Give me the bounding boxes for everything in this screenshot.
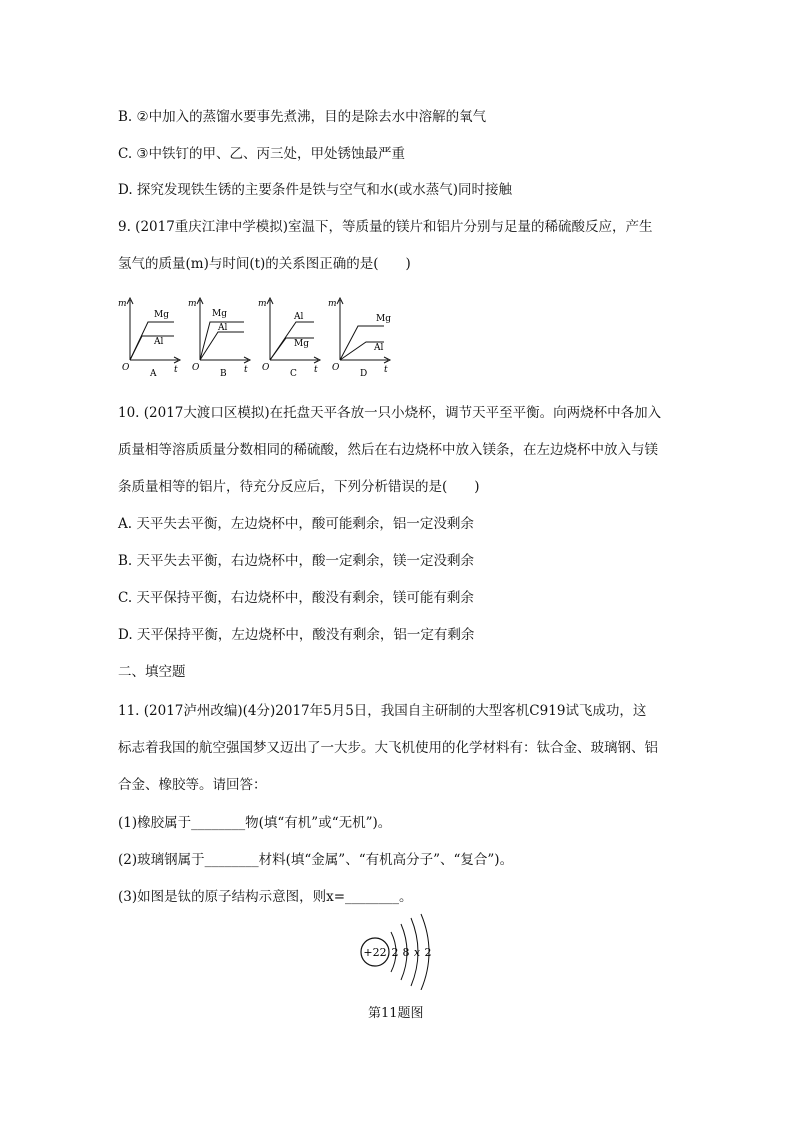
graph-letter: A <box>150 369 157 379</box>
text-line: B. ②中加入的蒸馏水要事先煮沸，目的是除去水中溶解的氧气 <box>118 109 487 125</box>
text-line: A. 天平失去平衡，左边烧杯中，酸可能剩余，铝一定没剩余 <box>118 516 474 532</box>
text-line: 二、填空题 <box>118 664 186 680</box>
origin-label: O <box>192 363 200 373</box>
graph-letter: D <box>360 369 368 379</box>
lower-curve-label: Al <box>218 323 228 333</box>
text-line: C. ③中铁钉的甲、乙、丙三处，甲处锈蚀最严重 <box>118 146 406 162</box>
text-line: 标志着我国的航空强国梦又迈出了一大步。大飞机使用的化学材料有：钛合金、玻璃钢、铝 <box>118 740 658 756</box>
text-line: D. 探究发现铁生锈的主要条件是铁与空气和水(或水蒸气)同时接触 <box>118 182 512 198</box>
x-axis-label: t <box>174 365 178 375</box>
text-line: 条质量相等的铝片，待充分反应后，下列分析错误的是( ) <box>118 479 480 495</box>
y-axis-label: m <box>328 299 337 309</box>
text-line: 质量相等溶质质量分数相同的稀硫酸，然后在右边烧杯中放入镁条，在左边烧杯中放入与镁 <box>118 442 658 458</box>
graph-option-a <box>118 298 180 379</box>
nucleus-label: +22 <box>363 946 387 959</box>
titanium-atom-diagram <box>355 910 445 990</box>
graph-option-c <box>258 298 320 379</box>
upper-curve-label: Mg <box>212 309 227 319</box>
text-line: (1)橡胶属于________物(填“有机”或“无机”)。 <box>118 815 392 831</box>
y-axis-label: m <box>118 299 127 309</box>
text-line: 9. (2017重庆江津中学模拟)室温下，等质量的镁片和铝片分别与足量的稀硫酸反应，产生 <box>118 219 653 235</box>
shell-count-1: 2 <box>391 946 399 959</box>
x-axis-label: t <box>384 365 388 375</box>
text-line: C. 天平保持平衡，右边烧杯中，酸没有剩余，镁可能有剩余 <box>118 590 474 606</box>
upper-curve-label: Mg <box>154 310 169 320</box>
graph-letter: B <box>220 369 227 379</box>
graph-option-b <box>188 298 250 379</box>
graph-letter: C <box>290 369 297 379</box>
text-line: (2)玻璃钢属于________材料(填“金属”、“有机高分子”、“复合”)。 <box>118 852 514 868</box>
shell-count-3: x <box>413 946 421 959</box>
shell-count-2: 8 <box>402 946 410 959</box>
lower-curve <box>130 336 174 360</box>
text-line: B. 天平失去平衡，右边烧杯中，酸一定剩余，镁一定没剩余 <box>118 553 475 569</box>
graph-option-d <box>328 298 391 379</box>
figure-caption: 第11题图 <box>368 1006 424 1021</box>
x-axis-label: t <box>314 365 318 375</box>
lower-curve-label: Al <box>154 337 164 347</box>
text-line: 10. (2017大渡口区模拟)在托盘天平各放一只小烧杯，调节天平至平衡。向两烧杯中各加入 <box>118 405 662 421</box>
origin-label: O <box>262 363 270 373</box>
lower-curve-label: Al <box>374 343 384 353</box>
y-axis-label: m <box>188 299 197 309</box>
upper-curve-label: Mg <box>376 314 391 324</box>
text-line: 氢气的质量(m)与时间(t)的关系图正确的是( ) <box>118 256 411 272</box>
upper-curve-label: Al <box>294 312 304 322</box>
lower-curve-label: Mg <box>294 339 309 349</box>
shell-count-4: 2 <box>424 946 432 959</box>
graphs-figure <box>112 292 402 382</box>
origin-label: O <box>122 363 130 373</box>
x-axis-label: t <box>244 365 248 375</box>
y-axis-label: m <box>258 299 267 309</box>
text-line: 11. (2017泸州改编)(4分)2017年5月5日，我国自主研制的大型客机C919试飞成功，这 <box>118 703 647 719</box>
text-line: 合金、橡胶等。请回答： <box>118 777 267 793</box>
origin-label: O <box>332 363 340 373</box>
upper-curve <box>130 322 174 360</box>
text-line: D. 天平保持平衡，左边烧杯中，酸没有剩余，铝一定有剩余 <box>118 627 475 643</box>
text-line: (3)如图是钛的原子结构示意图，则x=________。 <box>118 889 413 905</box>
